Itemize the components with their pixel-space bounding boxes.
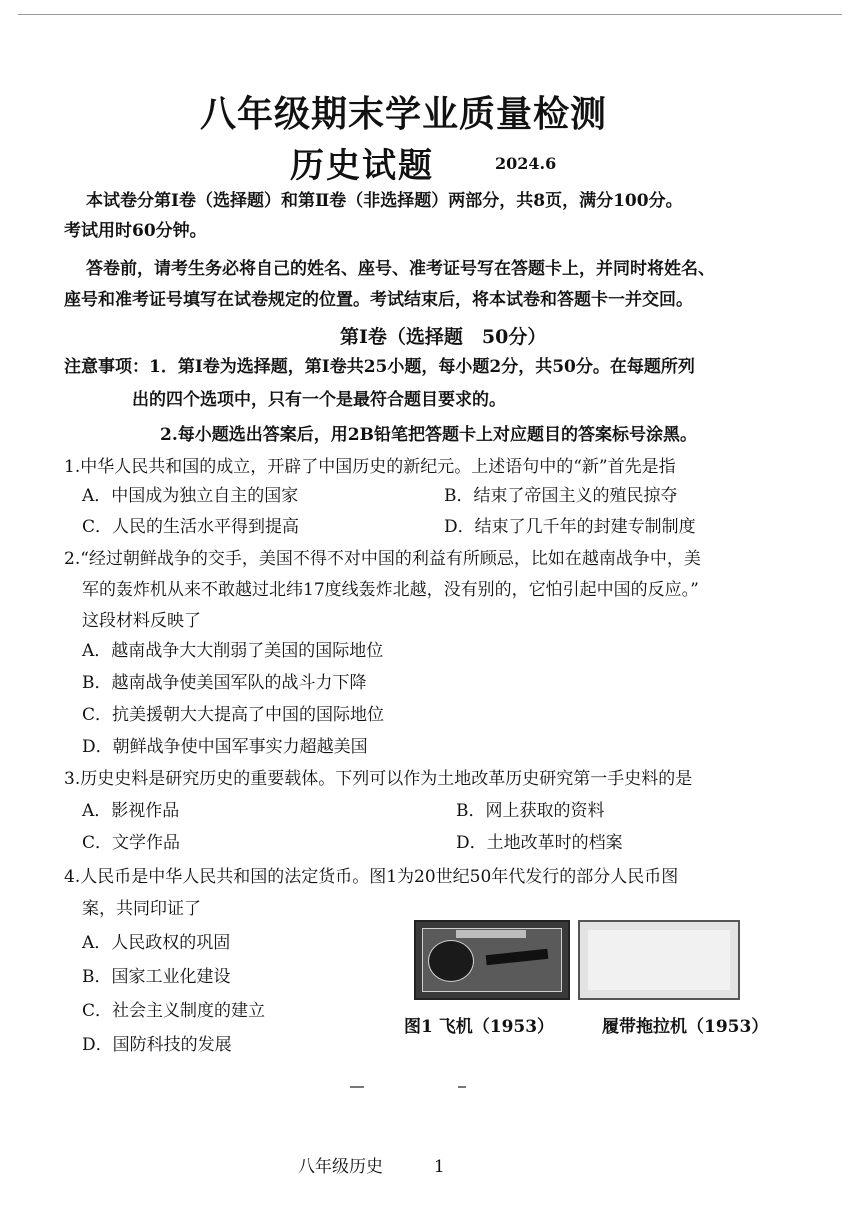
q2-option-d: D．朝鲜战争使中国军事实力超越美国 <box>82 737 368 757</box>
scan-mark <box>350 1086 364 1088</box>
figure-caption-tractor: 履带拖拉机（1953） <box>602 1017 769 1037</box>
q4-option-a: A．人民政权的巩固 <box>82 933 231 953</box>
q3-option-a: A．影视作品 <box>82 801 180 821</box>
q4-option-b: B．国家工业化建设 <box>82 967 231 987</box>
intro-line-1: 本试卷分第Ⅰ卷（选择题）和第Ⅱ卷（非选择题）两部分，共8页，满分100分。 <box>86 191 683 211</box>
q4-stem-1: 4.人民币是中华人民共和国的法定货币。图1为20世纪50年代发行的部分人民币图 <box>64 867 679 887</box>
top-divider <box>18 14 842 15</box>
q3-option-c: C．文学作品 <box>82 833 181 853</box>
q3-option-d: D．土地改革时的档案 <box>456 833 623 853</box>
q2-option-a: A．越南战争大大削弱了美国的国际地位 <box>82 641 384 661</box>
footer-label: 八年级历史 <box>298 1157 383 1177</box>
q4-stem-2: 案，共同印证了 <box>82 899 201 919</box>
notes-line-2: 出的四个选项中，只有一个是最符合题目要求的。 <box>132 390 506 410</box>
q2-option-c: C．抗美援朝大大提高了中国的国际地位 <box>82 705 385 725</box>
q1-option-a: A．中国成为独立自主的国家 <box>82 486 299 506</box>
page-footer <box>298 1152 445 1177</box>
q2-option-b: B．越南战争使美国军队的战斗力下降 <box>82 673 367 693</box>
q1-stem: 1.中华人民共和国的成立，开辟了中国历史的新纪元。上述语句中的“新”首先是指 <box>64 457 676 477</box>
q1-option-b: B．结束了帝国主义的殖民掠夺 <box>444 486 678 506</box>
q3-option-b: B．网上获取的资料 <box>456 801 605 821</box>
q3-stem: 3.历史史料是研究历史的重要载体。下列可以作为土地改革历史研究第一手史料的是 <box>64 769 693 789</box>
exam-title: 八年级期末学业质量检测 <box>200 93 608 135</box>
q4-option-d: D．国防科技的发展 <box>82 1035 232 1055</box>
figure-caption-airplane: 图1 飞机（1953） <box>404 1017 555 1037</box>
page-number: 1 <box>433 1157 445 1177</box>
q4-option-c: C．社会主义制度的建立 <box>82 1001 266 1021</box>
banknote-tractor-image <box>578 920 740 1000</box>
exam-date: 2024.6 <box>495 154 557 173</box>
notes-line-3: 2.每小题选出答案后，用2B铅笔把答题卡上对应题目的答案标号涂黑。 <box>160 425 697 445</box>
q2-stem-2: 军的轰炸机从来不敢越过北纬17度线轰炸北越，没有别的，它怕引起中国的反应。” <box>82 580 699 600</box>
intro-line-3: 答卷前，请考生务必将自己的姓名、座号、准考证号写在答题卡上，并同时将姓名、 <box>86 259 715 279</box>
q2-stem-3: 这段材料反映了 <box>82 611 201 631</box>
q2-stem-1: 2.“经过朝鲜战争的交手，美国不得不对中国的利益有所顾忌，比如在越南战争中，美 <box>64 549 701 569</box>
q1-option-d: D．结束了几千年的封建专制制度 <box>444 517 696 537</box>
notes-line-1: 注意事项：1．第Ⅰ卷为选择题，第Ⅰ卷共25小题，每小题2分，共50分。在每题所列 <box>64 357 695 377</box>
intro-line-4: 座号和准考证号填写在试卷规定的位置。考试结束后，将本试卷和答题卡一并交回。 <box>64 290 693 310</box>
section-title: 第Ⅰ卷（选择题 50分） <box>340 326 547 348</box>
scan-mark <box>458 1086 466 1088</box>
q1-option-c: C．人民的生活水平得到提高 <box>82 517 300 537</box>
banknote-airplane-image <box>414 920 570 1000</box>
subject-title: 历史试题 <box>290 146 434 186</box>
intro-line-2: 考试用时60分钟。 <box>64 221 207 241</box>
